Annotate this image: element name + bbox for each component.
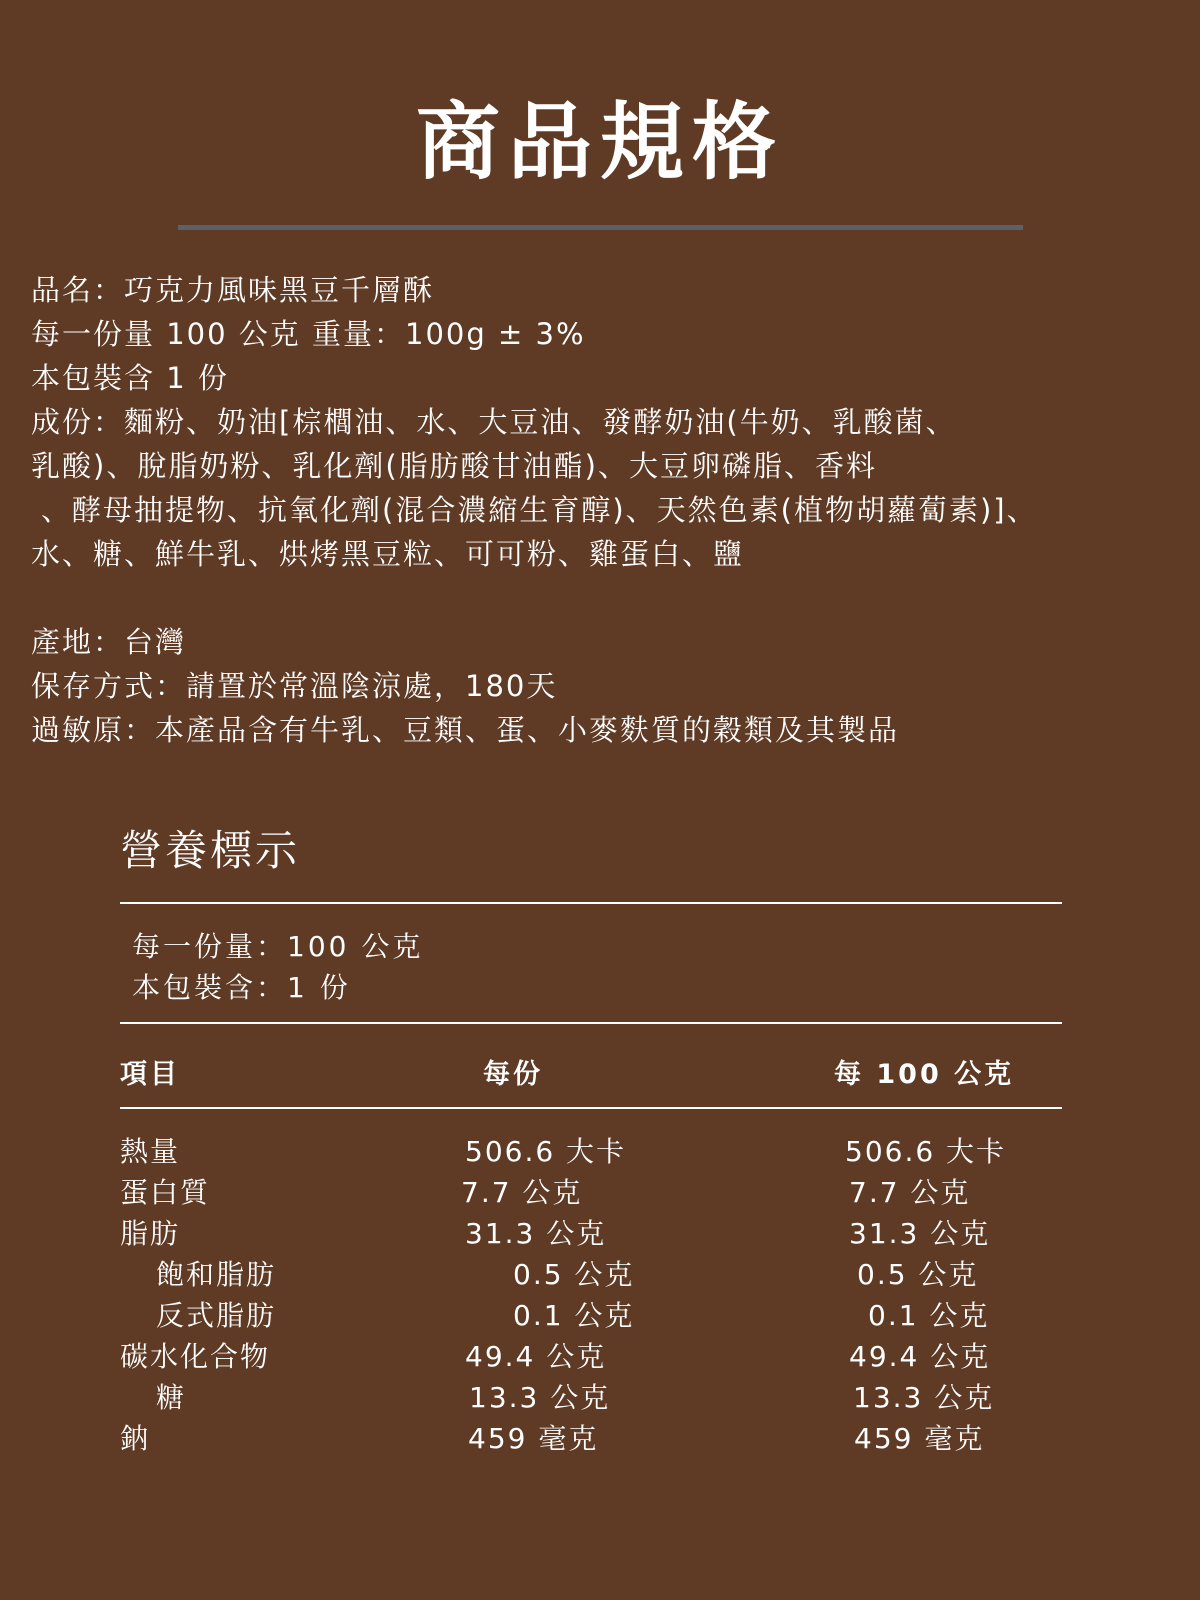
servings-per-pack: 本包裝含：1 份 bbox=[132, 971, 351, 1004]
divider bbox=[120, 1107, 1062, 1109]
nutrition-title: 營養標示 bbox=[120, 826, 301, 875]
divider bbox=[120, 1022, 1062, 1024]
per-serving-value: 49.4 公克 bbox=[465, 1340, 607, 1373]
table-row bbox=[120, 1130, 1062, 1171]
nutrition-table bbox=[120, 1130, 1062, 1458]
nutrient-name: 碳水化合物 bbox=[120, 1340, 271, 1373]
table-row bbox=[120, 1335, 1062, 1376]
ingredients-line-2: 乳酸)、脫脂奶粉、乳化劑(脂肪酸甘油酯)、大豆卵磷脂、香料 bbox=[31, 449, 877, 483]
per-100g-value: 7.7 公克 bbox=[849, 1176, 971, 1209]
per-100g-value: 13.3 公克 bbox=[853, 1381, 995, 1414]
per-serving-value: 13.3 公克 bbox=[469, 1381, 611, 1414]
per-100g-value: 506.6 大卡 bbox=[845, 1135, 1007, 1168]
per-100g-value: 31.3 公克 bbox=[849, 1217, 991, 1250]
nutrient-name: 飽和脂肪 bbox=[156, 1258, 277, 1291]
per-100g-value: 459 毫克 bbox=[854, 1422, 985, 1455]
ingredients-line-4: 水、糖、鮮牛乳、烘烤黑豆粒、可可粉、雞蛋白、鹽 bbox=[31, 537, 745, 571]
per-serving-value: 31.3 公克 bbox=[465, 1217, 607, 1250]
header-per-serving: 每份 bbox=[483, 1059, 543, 1090]
allergen: 過敏原：本產品含有牛乳、豆類、蛋、小麥麩質的穀類及其製品 bbox=[31, 713, 900, 747]
storage: 保存方式：請置於常溫陰涼處，180天 bbox=[31, 669, 558, 703]
per-serving-value: 459 毫克 bbox=[468, 1422, 599, 1455]
nutrient-name: 反式脂肪 bbox=[156, 1299, 277, 1332]
per-serving-value: 0.1 公克 bbox=[513, 1299, 635, 1332]
per-100g-value: 49.4 公克 bbox=[849, 1340, 991, 1373]
ingredients-line-3: 、酵母抽提物、抗氧化劑(混合濃縮生育醇)、天然色素(植物胡蘿蔔素)]、 bbox=[41, 493, 1038, 527]
table-row bbox=[120, 1212, 1062, 1253]
table-row bbox=[120, 1253, 1062, 1294]
product-name: 品名：巧克力風味黑豆千層酥 bbox=[31, 273, 435, 307]
serving-weight: 每一份量 100 公克 重量：100g ± 3% bbox=[31, 317, 586, 351]
per-100g-value: 0.5 公克 bbox=[857, 1258, 979, 1291]
per-pack: 本包裝含 1 份 bbox=[31, 361, 229, 395]
nutrient-name: 蛋白質 bbox=[120, 1176, 211, 1209]
per-serving-value: 7.7 公克 bbox=[461, 1176, 583, 1209]
spec-block bbox=[31, 268, 1181, 752]
nutrient-name: 糖 bbox=[156, 1381, 187, 1414]
per-serving-value: 506.6 大卡 bbox=[465, 1135, 627, 1168]
serving-size: 每一份量：100 公克 bbox=[132, 930, 424, 963]
table-row bbox=[120, 1294, 1062, 1335]
nutrient-name: 鈉 bbox=[120, 1422, 151, 1455]
header-item: 項目 bbox=[120, 1059, 180, 1090]
page-title: 商品規格 bbox=[415, 92, 784, 191]
nutrient-name: 熱量 bbox=[120, 1135, 181, 1168]
serving-info bbox=[132, 926, 423, 1008]
title-divider bbox=[178, 225, 1023, 230]
table-row bbox=[120, 1171, 1062, 1212]
nutrition-panel bbox=[120, 826, 1062, 1455]
origin: 產地：台灣 bbox=[31, 625, 187, 659]
table-row bbox=[120, 1417, 1062, 1458]
divider bbox=[120, 902, 1062, 904]
nutrient-name: 脂肪 bbox=[120, 1217, 181, 1250]
per-100g-value: 0.1 公克 bbox=[868, 1299, 990, 1332]
per-serving-value: 0.5 公克 bbox=[513, 1258, 635, 1291]
table-row bbox=[120, 1376, 1062, 1417]
spacer bbox=[31, 576, 1181, 620]
ingredients-line-1: 成份：麵粉、奶油[棕櫚油、水、大豆油、發酵奶油(牛奶、乳酸菌、 bbox=[31, 405, 957, 439]
header-per-100g: 每 100 公克 bbox=[834, 1059, 1015, 1090]
